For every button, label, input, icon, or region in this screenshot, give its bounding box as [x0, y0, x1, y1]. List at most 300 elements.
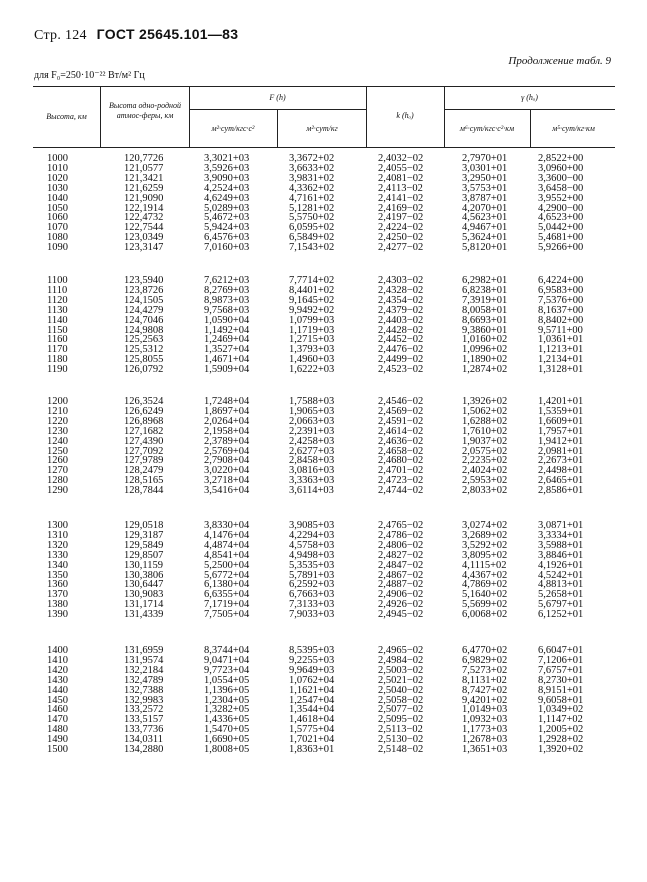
height-cell: 1490	[47, 734, 68, 746]
gamma-kg-cell: 2,6465+01	[538, 475, 584, 487]
gamma-kg-cell: 1,1213+01	[538, 344, 584, 356]
k-cell: 2,4887−02	[378, 579, 424, 591]
gamma-kg-cell: 8,9151+01	[538, 684, 584, 696]
scale-height-cell: 121,0577	[124, 162, 164, 174]
k-cell: 2,4081−02	[378, 172, 424, 184]
scale-height-cell: 124,9808	[124, 324, 164, 336]
gamma-kgs-cell: 5,8120+01	[462, 242, 508, 254]
gamma-kgs-cell: 4,2070+01	[462, 202, 508, 214]
gamma-kgs-cell: 1,2874+02	[462, 364, 508, 376]
F-kg-cell: 1,5775+04	[289, 724, 335, 736]
gamma-kg-cell: 8,1637+00	[538, 304, 584, 316]
F-kg-cell: 1,4960+03	[289, 354, 335, 366]
F-kg-cell: 2,8458+03	[289, 455, 335, 467]
F-kg-cell: 1,3793+03	[289, 344, 335, 356]
height-cell: 1480	[47, 724, 68, 736]
gamma-kg-cell: 5,0442+00	[538, 222, 584, 234]
height-cell: 1260	[47, 455, 68, 467]
gamma-kgs-cell: 3,0301+01	[462, 162, 508, 174]
F-kgs-cell: 1,1396+05	[204, 684, 250, 696]
F-kg-cell: 1,9065+03	[289, 405, 335, 417]
height-cell: 1140	[47, 314, 68, 326]
F-kg-cell: 1,7021+04	[289, 734, 335, 746]
condition-label: для F₀=250·10⁻²² Вт/м² Гц	[34, 70, 145, 81]
gamma-kg-cell: 6,6047+01	[538, 645, 584, 656]
scale-height-cell: 133,5157	[124, 714, 164, 726]
gamma-kg-cell: 8,2730+01	[538, 674, 584, 686]
scale-height-cell: 125,2563	[124, 334, 164, 346]
gamma-kgs-cell: 1,0160+02	[462, 334, 508, 346]
F-kg-cell: 4,2294+03	[289, 529, 335, 541]
scale-height-cell: 133,7736	[124, 724, 164, 736]
gamma-kgs-cell: 4,1115+02	[462, 559, 507, 571]
F-kg-cell: 3,3672+02	[289, 153, 335, 164]
scale-height-cell: 132,7388	[124, 684, 164, 696]
gamma-kg-cell: 7,5376+00	[538, 294, 584, 306]
height-cell: 1280	[47, 475, 68, 487]
F-kg-cell: 1,3544+04	[289, 704, 335, 716]
F-kgs-cell: 4,8541+04	[204, 549, 250, 561]
F-kg-cell: 7,3133+03	[289, 599, 335, 611]
k-cell: 2,4499−02	[378, 354, 424, 366]
F-kg-cell: 3,9085+03	[289, 520, 335, 531]
k-cell: 2,4765−02	[378, 520, 424, 531]
height-cell: 1020	[47, 172, 68, 184]
gamma-kg-cell: 4,5242+01	[538, 569, 584, 581]
height-cell: 1050	[47, 202, 68, 214]
k-cell: 2,4926−02	[378, 599, 424, 611]
F-kgs-cell: 1,1492+04	[204, 324, 250, 336]
F-kgs-cell: 1,4336+05	[204, 714, 250, 726]
k-cell: 2,4680−02	[378, 455, 424, 467]
k-cell: 2,4113−02	[378, 182, 423, 194]
F-kgs-cell: 5,4672+03	[204, 212, 250, 224]
gamma-kg-cell: 5,9266+00	[538, 242, 584, 254]
F-kgs-cell: 8,3744+04	[204, 645, 250, 656]
k-cell: 2,5113−02	[378, 724, 423, 736]
k-cell: 2,4984−02	[378, 654, 424, 666]
k-cell: 2,4827−02	[378, 549, 424, 561]
gamma-kgs-cell: 8,7427+02	[462, 684, 508, 696]
F-kg-cell: 9,2255+03	[289, 654, 335, 666]
gamma-kgs-cell: 1,1890+02	[462, 354, 508, 366]
F-kgs-cell: 5,9424+03	[204, 222, 250, 234]
k-cell: 2,5058−02	[378, 694, 424, 706]
F-kgs-cell: 3,9090+03	[204, 172, 250, 184]
F-kgs-cell: 9,0471+04	[204, 654, 250, 666]
k-cell: 2,4744−02	[378, 485, 424, 497]
F-kgs-cell: 4,6249+03	[204, 192, 250, 204]
height-cell: 1400	[47, 645, 68, 656]
gamma-kgs-cell: 5,3624+01	[462, 232, 508, 244]
gamma-kg-cell: 1,6609+01	[538, 415, 584, 427]
height-cell: 1310	[47, 529, 68, 541]
k-cell: 2,4591−02	[378, 415, 424, 427]
gamma-kg-cell: 1,5359+01	[538, 405, 584, 417]
table-row	[0, 610, 647, 620]
F-kgs-cell: 2,7908+04	[204, 455, 250, 467]
F-kgs-cell: 8,2769+03	[204, 284, 250, 296]
scale-height-cell: 134,0311	[124, 734, 163, 746]
scale-header: Высота одно-родной атмос-феры, км	[108, 101, 181, 120]
gamma-kgs-cell: 4,4367+02	[462, 569, 508, 581]
height-cell: 1320	[47, 539, 68, 551]
gamma-kgs-cell: 6,4770+02	[462, 645, 508, 656]
k-cell: 2,4906−02	[378, 589, 424, 601]
F-kgs-cell: 1,4671+04	[204, 354, 250, 366]
gamma-kg-cell: 3,0960+00	[538, 162, 584, 174]
k-cell: 2,4197−02	[378, 212, 424, 224]
gamma-kgs-cell: 3,0274+02	[462, 520, 508, 531]
gamma-kgs-cell: 8,1131+02	[462, 674, 507, 686]
k-cell: 2,4806−02	[378, 539, 424, 551]
F-kgs-cell: 5,6772+04	[204, 569, 250, 581]
gamma-kg-cell: 4,6523+00	[538, 212, 584, 224]
gamma-kgs-cell: 6,8238+01	[462, 284, 508, 296]
gamma-kg-cell: 5,4681+00	[538, 232, 584, 244]
gamma-kg-cell: 9,6058+01	[538, 694, 584, 706]
scale-height-cell: 125,5312	[124, 344, 164, 356]
gamma-kgs-cell: 4,7869+02	[462, 579, 508, 591]
height-cell: 1160	[47, 334, 68, 346]
gamma-kgs-cell: 1,2678+03	[462, 734, 508, 746]
scale-height-cell: 126,3524	[124, 396, 164, 407]
gamma-kg-cell: 1,3920+02	[538, 744, 584, 755]
k-header: k (hₐ)	[396, 111, 414, 120]
scale-height-cell: 131,9574	[124, 654, 164, 666]
scale-height-cell: 134,2880	[124, 744, 164, 755]
F-kg-cell: 1,1719+03	[289, 324, 335, 336]
height-cell: 1300	[47, 520, 68, 531]
F-kgs-cell: 7,1719+04	[204, 599, 250, 611]
F-kg-cell: 3,9831+02	[289, 172, 335, 184]
gamma-kg-cell: 7,6757+01	[538, 664, 584, 676]
gamma-kg-cell: 1,2928+02	[538, 734, 584, 746]
k-cell: 2,4169−02	[378, 202, 424, 214]
height-cell: 1200	[47, 396, 68, 407]
height-cell: 1360	[47, 579, 68, 591]
scale-height-cell: 126,8968	[124, 415, 164, 427]
height-cell: 1330	[47, 549, 68, 561]
gamma-kg-cell: 1,9412+01	[538, 435, 584, 447]
F-unit2-header: м²·сут/кг	[306, 124, 338, 133]
F-kg-cell: 2,6277+03	[289, 445, 335, 457]
height-cell: 1090	[47, 242, 68, 254]
scale-height-cell: 125,8055	[124, 354, 164, 366]
scale-height-cell: 123,3147	[124, 242, 164, 254]
standard-code: ГОСТ 25645.101—83	[96, 26, 239, 42]
F-kg-cell: 3,0816+03	[289, 465, 335, 477]
k-cell: 2,4701−02	[378, 465, 424, 477]
F-kg-cell: 4,7161+02	[289, 192, 335, 204]
scale-height-cell: 129,0518	[124, 520, 164, 531]
k-cell: 2,4354−02	[378, 294, 424, 306]
k-cell: 2,4636−02	[378, 435, 424, 447]
scale-height-cell: 132,2184	[124, 664, 164, 676]
F-kg-cell: 1,0762+04	[289, 674, 335, 686]
scale-height-cell: 126,0792	[124, 364, 164, 376]
scale-height-cell: 131,6959	[124, 645, 164, 656]
height-cell: 1130	[47, 304, 68, 316]
height-cell: 1150	[47, 324, 68, 336]
k-cell: 2,5021−02	[378, 674, 424, 686]
F-kg-cell: 8,4401+02	[289, 284, 335, 296]
F-kgs-cell: 2,0264+04	[204, 415, 250, 427]
height-cell: 1420	[47, 664, 68, 676]
height-cell: 1220	[47, 415, 68, 427]
F-kg-cell: 5,7891+03	[289, 569, 335, 581]
F-kg-cell: 2,4258+03	[289, 435, 335, 447]
F-kg-cell: 5,1281+02	[289, 202, 335, 214]
k-cell: 2,5040−02	[378, 684, 424, 696]
gamma-kg-cell: 4,1926+01	[538, 559, 584, 571]
height-cell: 1470	[47, 714, 68, 726]
gamma-kg-cell: 5,2658+01	[538, 589, 584, 601]
gamma-kgs-cell: 9,4201+02	[462, 694, 508, 706]
gamma-kgs-cell: 8,6693+01	[462, 314, 508, 326]
F-kgs-cell: 3,2718+04	[204, 475, 250, 487]
gamma-kgs-cell: 1,3926+02	[462, 396, 508, 407]
gamma-kgs-cell: 5,5699+02	[462, 599, 508, 611]
k-cell: 2,4428−02	[378, 324, 424, 336]
gamma-kgs-cell: 3,2950+01	[462, 172, 508, 184]
F-kg-cell: 4,5758+03	[289, 539, 335, 551]
k-cell: 2,4303−02	[378, 275, 424, 286]
table-row	[0, 365, 647, 375]
gamma-kg-cell: 1,2134+01	[538, 354, 584, 366]
F-kg-cell: 7,1543+02	[289, 242, 335, 254]
F-kgs-cell: 3,0220+04	[204, 465, 250, 477]
F-kg-cell: 1,0799+03	[289, 314, 335, 326]
scale-height-cell: 127,4390	[124, 435, 164, 447]
height-cell: 1500	[47, 744, 68, 755]
height-cell: 1240	[47, 435, 68, 447]
scale-height-cell: 128,7844	[124, 485, 164, 497]
gamma-kg-cell: 1,0349+02	[538, 704, 584, 716]
gamma-kgs-cell: 2,2235+02	[462, 455, 508, 467]
gamma-kg-cell: 3,0871+01	[538, 520, 584, 531]
F-kg-cell: 8,5395+03	[289, 645, 335, 656]
k-cell: 2,4055−02	[378, 162, 424, 174]
scale-height-cell: 131,1714	[124, 599, 164, 611]
F-kg-cell: 3,6114+03	[289, 485, 334, 497]
F-kgs-cell: 7,6212+03	[204, 275, 250, 286]
F-kgs-cell: 3,5926+03	[204, 162, 250, 174]
table-row	[0, 745, 647, 755]
scale-height-cell: 129,3187	[124, 529, 164, 541]
F-kgs-cell: 1,5470+05	[204, 724, 250, 736]
gamma-kg-cell: 4,8813+01	[538, 579, 584, 591]
F-kgs-cell: 2,5769+04	[204, 445, 250, 457]
F-kgs-cell: 1,3282+05	[204, 704, 250, 716]
F-kg-cell: 9,9649+03	[289, 664, 335, 676]
gamma-kgs-cell: 3,8787+01	[462, 192, 508, 204]
gamma-kgs-cell: 2,4024+02	[462, 465, 508, 477]
gamma-kgs-cell: 2,5953+02	[462, 475, 508, 487]
k-cell: 2,4379−02	[378, 304, 424, 316]
F-kgs-cell: 6,1380+04	[204, 579, 250, 591]
k-cell: 2,4277−02	[378, 242, 424, 254]
F-kg-cell: 6,5849+02	[289, 232, 335, 244]
gamma-kg-cell: 3,9552+00	[538, 192, 584, 204]
gamma-kgs-cell: 1,7610+02	[462, 425, 508, 437]
gamma-kg-cell: 1,2005+02	[538, 724, 584, 736]
scale-height-cell: 127,7092	[124, 445, 164, 457]
gamma-kgs-cell: 9,3860+01	[462, 324, 508, 336]
F-kgs-cell: 3,5416+04	[204, 485, 250, 497]
k-cell: 2,5003−02	[378, 664, 424, 676]
k-cell: 2,4250−02	[378, 232, 424, 244]
F-kgs-cell: 1,2304+05	[204, 694, 250, 706]
k-cell: 2,4945−02	[378, 609, 424, 621]
k-cell: 2,4847−02	[378, 559, 424, 571]
gamma-header: γ (hₐ)	[521, 93, 538, 102]
gamma-kgs-cell: 7,5273+02	[462, 664, 508, 676]
scale-height-cell: 127,9789	[124, 455, 164, 467]
height-cell: 1040	[47, 192, 68, 204]
gamma-kgs-cell: 7,3919+01	[462, 294, 508, 306]
F-kgs-cell: 6,4576+03	[204, 232, 250, 244]
scale-height-cell: 133,2572	[124, 704, 164, 716]
k-cell: 2,4546−02	[378, 396, 424, 407]
k-cell: 2,4224−02	[378, 222, 424, 234]
F-kg-cell: 1,1621+04	[289, 684, 335, 696]
k-cell: 2,5095−02	[378, 714, 424, 726]
F-kgs-cell: 5,2500+04	[204, 559, 250, 571]
gamma-kg-cell: 1,0361+01	[538, 334, 584, 346]
k-cell: 2,4867−02	[378, 569, 424, 581]
gamma-kg-cell: 2,2673+01	[538, 455, 584, 467]
gamma-kgs-cell: 2,8033+02	[462, 485, 508, 497]
height-cell: 1410	[47, 654, 68, 666]
scale-height-cell: 132,9983	[124, 694, 164, 706]
gamma-kgs-cell: 5,1640+02	[462, 589, 508, 601]
F-kgs-cell: 1,2469+04	[204, 334, 250, 346]
gamma-kg-cell: 3,5988+01	[538, 539, 584, 551]
scale-height-cell: 122,7544	[124, 222, 164, 234]
gamma-kgs-cell: 3,8095+02	[462, 549, 508, 561]
F-header: F (h)	[269, 93, 286, 102]
scale-height-cell: 128,5165	[124, 475, 164, 487]
scale-height-cell: 122,4732	[124, 212, 164, 224]
height-cell: 1080	[47, 232, 68, 244]
F-kg-cell: 1,4618+04	[289, 714, 335, 726]
F-kgs-cell: 1,0590+04	[204, 314, 250, 326]
k-cell: 2,4569−02	[378, 405, 424, 417]
gamma-kgs-cell: 1,0996+02	[462, 344, 508, 356]
height-cell: 1190	[47, 364, 68, 376]
scale-height-cell: 123,8726	[124, 284, 164, 296]
F-kgs-cell: 1,6690+05	[204, 734, 250, 746]
gamma-kgs-cell: 6,0068+02	[462, 609, 508, 621]
scale-height-cell: 124,7046	[124, 314, 164, 326]
k-cell: 2,4452−02	[378, 334, 424, 346]
height-cell: 1060	[47, 212, 68, 224]
gamma-kgs-cell: 2,7970+01	[462, 153, 508, 164]
F-kgs-cell: 6,6355+04	[204, 589, 250, 601]
gamma-kg-cell: 9,5711+00	[538, 324, 583, 336]
F-kg-cell: 9,1645+02	[289, 294, 335, 306]
F-kg-cell: 2,2391+03	[289, 425, 335, 437]
scale-height-cell: 127,1682	[124, 425, 164, 437]
F-kg-cell: 7,9033+03	[289, 609, 335, 621]
F-kgs-cell: 7,7505+04	[204, 609, 250, 621]
height-cell: 1210	[47, 405, 68, 417]
gamma-kgs-cell: 8,0058+01	[462, 304, 508, 316]
scale-height-cell: 129,5849	[124, 539, 164, 551]
height-cell: 1270	[47, 465, 68, 477]
F-kg-cell: 1,6222+03	[289, 364, 335, 376]
k-cell: 2,4786−02	[378, 529, 424, 541]
height-cell: 1430	[47, 674, 68, 686]
k-cell: 2,4403−02	[378, 314, 424, 326]
F-kg-cell: 5,3535+03	[289, 559, 335, 571]
height-cell: 1170	[47, 344, 68, 356]
scale-height-cell: 121,3421	[124, 172, 164, 184]
F-kg-cell: 2,0663+03	[289, 415, 335, 427]
k-cell: 2,4523−02	[378, 364, 424, 376]
F-kg-cell: 1,7588+03	[289, 396, 335, 407]
height-header: Высота, км	[46, 112, 87, 121]
scale-height-cell: 131,4339	[124, 609, 164, 621]
scale-height-cell: 123,0349	[124, 232, 164, 244]
F-kg-cell: 7,7714+02	[289, 275, 335, 286]
gamma-kg-cell: 1,3128+01	[538, 364, 584, 376]
height-cell: 1290	[47, 485, 68, 497]
F-kgs-cell: 4,4874+04	[204, 539, 250, 551]
F-kgs-cell: 3,8330+04	[204, 520, 250, 531]
gamma-kg-cell: 1,4201+01	[538, 396, 584, 407]
scale-height-cell: 132,4789	[124, 674, 164, 686]
F-kgs-cell: 2,1958+04	[204, 425, 250, 437]
gamma-unit2-header: м⁵·сут/кг·км	[552, 124, 595, 133]
height-cell: 1440	[47, 684, 68, 696]
gamma-kg-cell: 1,1147+02	[538, 714, 583, 726]
gamma-kg-cell: 3,3600−00	[538, 172, 584, 184]
gamma-kgs-cell: 1,0149+03	[462, 704, 508, 716]
k-cell: 2,4032−02	[378, 153, 424, 164]
F-kgs-cell: 1,8697+04	[204, 405, 250, 417]
height-cell: 1180	[47, 354, 68, 366]
page-number: Стр. 124	[34, 28, 87, 43]
height-cell: 1380	[47, 599, 68, 611]
F-kg-cell: 4,3362+02	[289, 182, 335, 194]
height-cell: 1030	[47, 182, 68, 194]
table-row	[0, 486, 647, 496]
k-cell: 2,4476−02	[378, 344, 424, 356]
k-cell: 2,5077−02	[378, 704, 424, 716]
gamma-kgs-cell: 3,5753+01	[462, 182, 508, 194]
F-kgs-cell: 5,0289+03	[204, 202, 250, 214]
gamma-kgs-cell: 4,5623+01	[462, 212, 508, 224]
F-kg-cell: 9,9492+02	[289, 304, 335, 316]
F-kgs-cell: 3,3021+03	[204, 153, 250, 164]
gamma-kg-cell: 6,9583+00	[538, 284, 584, 296]
k-cell: 2,5148−02	[378, 744, 424, 755]
F-kg-cell: 3,3363+03	[289, 475, 335, 487]
scale-height-cell: 126,6249	[124, 405, 164, 417]
gamma-kg-cell: 2,8522+00	[538, 153, 584, 164]
height-cell: 1450	[47, 694, 68, 706]
height-cell: 1370	[47, 589, 68, 601]
height-cell: 1110	[47, 284, 68, 296]
gamma-kg-cell: 4,2900−00	[538, 202, 584, 214]
gamma-kg-cell: 3,3334+01	[538, 529, 584, 541]
gamma-kg-cell: 5,6797+01	[538, 599, 584, 611]
F-kgs-cell: 8,9873+03	[204, 294, 250, 306]
gamma-kgs-cell: 1,0932+03	[462, 714, 508, 726]
gamma-kgs-cell: 6,2982+01	[462, 275, 508, 286]
